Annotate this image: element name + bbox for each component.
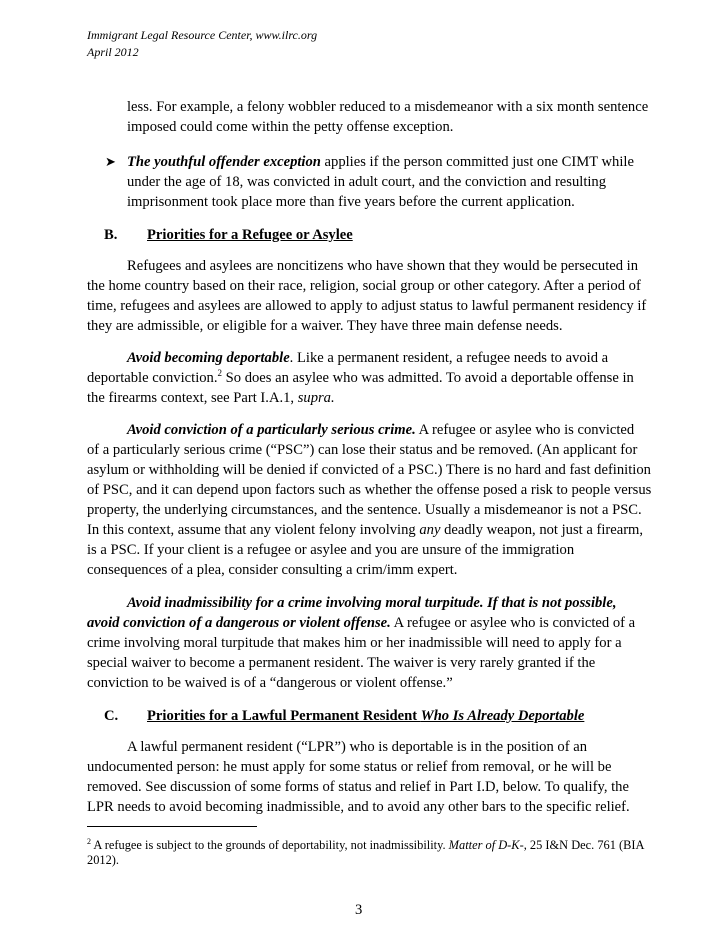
continuation-line-2: imposed could come within the petty offense exception. [127,119,454,135]
footnote-text-a: A refugee is subject to the grounds of deportability, not inadmissibility. [91,838,449,853]
section-c-title [147,706,584,726]
section-c-title-a: Priorities for a Lawful Permanent Resident [147,708,421,724]
section-b-p4-line-1: Avoid inadmissibility for a crime involving moral turpitude. If that is not possible, [127,595,617,611]
continuation-line-1: less. For example, a felony wobbler reduced to a misdemeanor with a six month sentence [127,99,649,115]
section-c-number: C. [104,708,119,724]
section-b-p1-line-3: time, refugees and asylees are allowed to apply to adjust status to lawful permanent residency if [87,298,647,314]
header-org: Immigrant Legal Resource Center, www.ilrc.org [87,28,318,42]
p3-line-1-rest: A refugee or asylee who is convicted [415,422,635,438]
section-b-p3-line-1 [127,420,634,440]
page-number: 3 [355,902,363,918]
p2-line-3-a: the firearms context, see Part I.A.1, [87,390,298,406]
footnote-separator [87,826,257,827]
footnote-number: 2 [87,837,91,846]
section-b-p3-line-2: of a particularly serious crime (“PSC”) can lose their status and be removed. (An applicant for [87,442,638,458]
bullet-line-2: under the age of 18, was convicted in adult court, and the conviction and resulting [127,174,607,190]
p3-any: any [419,522,441,538]
p2-lead: Avoid becoming deportable [127,350,290,366]
section-c-title-b: Who Is Already Deportable [420,708,585,724]
section-b-p3-line-5: property, the underlying circumstances, and the sentence. Usually a misdemeanor is not a PSC. [87,502,642,518]
p2-line-2-a: deportable conviction. [87,370,218,386]
section-b-p4-line-5: conviction to be waived is of a “dangerous or violent offense.” [87,675,453,691]
section-b-p1-line-2: the home country based on their race, religion, social group or other category. After a period of [87,278,641,294]
section-b-p4-line-2 [87,613,635,633]
section-c-p1-line-2: undocumented person: he must apply for some status or relief from removal, or he will be [87,759,612,775]
section-b-p3-line-3: asylum or withholding will be denied if convicted of a PSC.) There is no hard and fast definition [87,462,651,478]
bullet-line-3: imprisonment took place more than five years before the current application. [127,194,575,210]
section-c-p1-line-1: A lawful permanent resident (“LPR”) who is deportable is in the position of an [127,739,588,755]
footnote-line-1 [87,832,645,855]
p3-line-6-b: deadly weapon, not just a firearm, [440,522,644,538]
p2-line-2-b: So does an asylee who was admitted. To avoid a deportable offense in [222,370,634,386]
section-c-p1-line-4: LPR needs to avoid becoming inadmissible, and to avoid any other bars to the specific relief. [87,799,630,815]
section-c-p1-line-3: removed. See discussion of some forms of status and relief in Part I.D, below. To qualify, the [87,779,629,795]
section-b-p3-line-4: of PSC, and it can depend upon factors such as whether the offense posed a risk to people versus [87,482,652,498]
section-b-p2-line-3 [87,388,335,408]
section-b-p3-line-7: is a PSC. If your client is a refugee or asylee and you are unsure of the immigration [87,542,575,558]
section-b-p2-line-1 [127,348,608,368]
bullet-line-1-rest: applies if the person committed just one CIMT while [320,154,634,170]
p4-lead-2: avoid conviction of a dangerous or violent offense. [87,615,391,631]
footnote-text-b: , 25 I&N Dec. 761 (BIA [523,838,645,853]
header-date: April 2012 [87,45,139,59]
section-b-p4-line-3: crime involving moral turpitude that makes him or her inadmissible will need to apply for a [87,635,622,651]
section-b-p1-line-1: Refugees and asylees are noncitizens who have shown that they would be persecuted in [127,258,639,274]
section-b-p2-line-2 [87,368,634,388]
footnote-line-2: 2012). [87,853,120,867]
arrow-bullet-icon: ➤ [105,154,116,169]
p3-lead: Avoid conviction of a particularly serious crime. [127,422,416,438]
bullet-term: The youthful offender exception [127,154,321,170]
p2-supra: supra. [297,390,335,406]
p4-line-2-rest: A refugee or asylee who is convicted of a [390,615,636,631]
section-b-title: Priorities for a Refugee or Asylee [147,227,353,243]
footnote-ref: 2 [217,368,222,379]
section-b-number: B. [104,227,118,243]
bullet-line-1 [127,152,634,172]
section-b-p4-line-4: special waiver to become a permanent resident. The waiver is very rarely granted if the [87,655,596,671]
p3-line-6-a: In this context, assume that any violent felony involving [87,522,420,538]
section-b-p1-line-4: they are admissible, or eligible for a waiver. They have three main defense needs. [87,318,563,334]
section-b-p3-line-8: consequences of a plea, consider consulting a crim/imm expert. [87,562,458,578]
section-b-p3-line-6 [87,520,643,540]
footnote-case: Matter of D-K- [448,838,524,853]
p2-line-1-rest: . Like a permanent resident, a refugee needs to avoid a [289,350,609,366]
